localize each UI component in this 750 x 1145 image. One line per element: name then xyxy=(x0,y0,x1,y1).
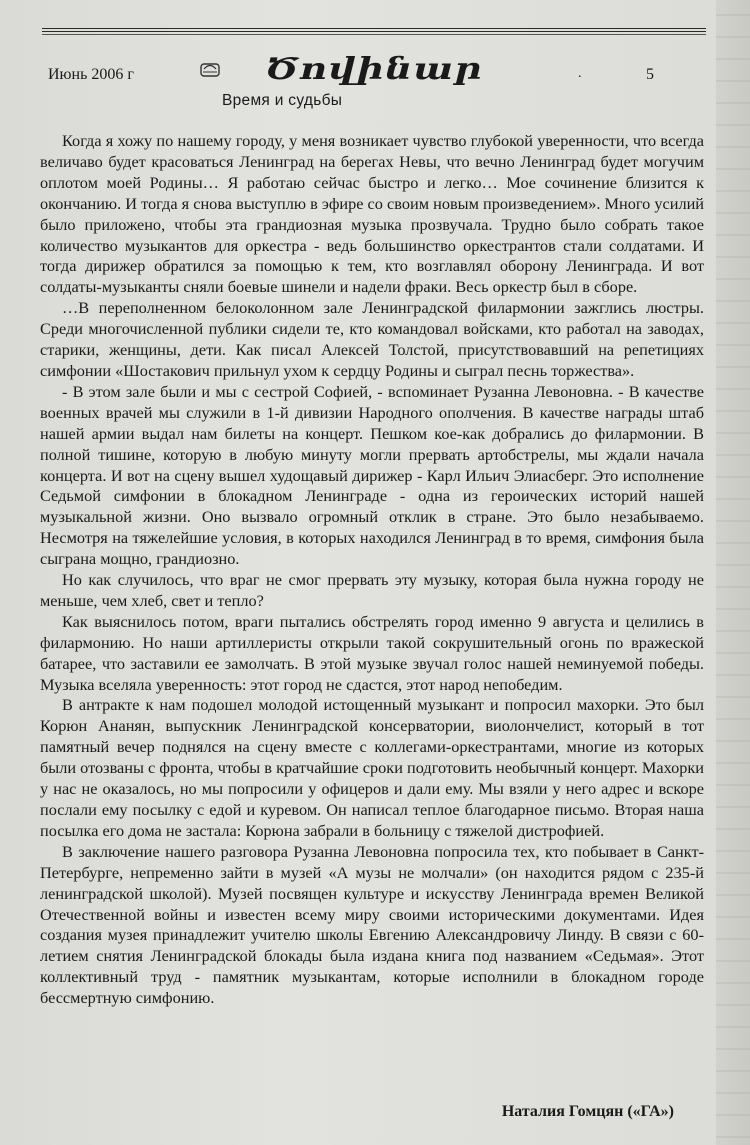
issue-date: Июнь 2006 г xyxy=(48,66,134,83)
author-signature: Наталия Гомцян («ГА») xyxy=(501,1103,674,1120)
page-number: 5 xyxy=(646,66,654,83)
section-title: Время и судьбы xyxy=(222,92,343,109)
newspaper-masthead: Ծովինար xyxy=(265,52,483,87)
article-paragraph: В заключение нашего разговора Рузанна Левоновна попросила тех, кто побывает в Санкт-Петербурге, непременно зайти в музей «А музы не молчали» (он находится рядом с 235-й ленинградской школой). Музей посвящен культуре и искусству Ленинграда времен Великой Отечественной войны и известен всему миру своими историческими документами. Идея создания музея принадлежит учителю школы Евгению Александровичу Линду. В связи с 60-летием снятия Ленинградской блокады была издана книга под названием «Седьмая». Этот коллективный труд - памятник музыкантам, которые исполнили в блокадном городе бессмертную симфонию. xyxy=(40,841,704,1008)
article-paragraph: Но как случилось, что враг не смог прервать эту музыку, которая была нужна городу не меньше, чем хлеб, свет и тепло? xyxy=(40,570,704,610)
top-double-rule xyxy=(42,28,706,32)
top-thin-rule xyxy=(42,34,706,35)
article-paragraph: Когда я хожу по нашему городу, у меня возникает чувство глубокой уверенности, что всегда величаво будет красоваться Ленинград на берегах Невы, что вечно Ленинград будет могучим оплотом моей Родины… Я работаю сейчас быстро и легко… Мое сочинение близится к окончанию. И тогда я снова выступлю в эфире со своим новым произведением». Много усилий было приложено, чтобы эта грандиозная музыка прозвучала. Трудно было собрать такое количество музыкантов для оркестра - ведь большинство оркестрантов стали солдатами. И тогда дирижер обратился за помощью к тем, кто возглавлял оборону Ленинграда. И вот солдаты-музыканты сняли боевые шинели и надели фраки. Весь оркестр был в сборе. xyxy=(40,131,704,297)
article-body xyxy=(40,131,704,1009)
article-paragraph: …В переполненном белоколонном зале Ленинградской филармонии зажглись люстры. Среди многочисленной публики сидели те, кто командовал войсками, кто работал на заводах, старики, женщины, дети. Как писал Алексей Толстой, присутствовавший на репетициях симфонии «Шостакович прильнул ухом к сердцу Родины и сыграл песнь торжества». xyxy=(40,298,704,380)
article-paragraph: Как выяснилось потом, враги пытались обстрелять город именно 9 августа и целились в филармонию. Но наши артиллеристы открыли такой сокрушительный огонь по вражеской батарее, что заставили ее замолчать. В этой музыке звучал голос нашей неминуемой победы. Музыка вселяла уверенность: этот город не сдастся, этот народ непобедим. xyxy=(40,611,704,694)
emblem-icon xyxy=(200,60,220,78)
article-paragraph: В антракте к нам подошел молодой истощенный музыкант и попросил махорки. Это был Корюн Ананян, выпускник Ленинградской консерватории, виолончелист, который в тот памятный вечер поднялся на сцену вместе с коллегами-оркестрантами, многие из которых были отозваны с фронта, чтобы в кратчайшие сроки подготовить необычный концерт. Махорки у нас не оказалось, но мы попросили у офицеров и дали ему. Мы взяли у него адрес и вскоре послали ему посылку с едой и куревом. Он написал теплое благодарное письмо. Вторая наша посылка его дома не застала: Корюна забрали в больницу с тяжелой дистрофией. xyxy=(40,695,704,840)
article-paragraph: - В этом зале были и мы с сестрой Софией, - вспоминает Рузанна Левоновна. - В качестве военных врачей мы служили в 1-й дивизии Народного ополчения. В качестве награды штаб нашей армии выдал нам билеты на концерт. Пешком кое-как добрались до филармонии. В полной тишине, которую в любую минуту могли прервать артобстрелы, мы ждали начала концерта. И вот на сцену вышел худощавый дирижер - Карл Ильич Элиасберг. Это исполнение Седьмой симфонии в блокадном Ленинграде - одна из героических историй нашей музыкальной жизни. Оно вызвало огромный отклик в стране. Это было незабываемо. Несмотря на тяжелейшие условия, в которых находился Ленинград в то время, симфония была сыграна мощно, грандиозно. xyxy=(40,381,704,569)
header-dot: . xyxy=(578,66,582,81)
